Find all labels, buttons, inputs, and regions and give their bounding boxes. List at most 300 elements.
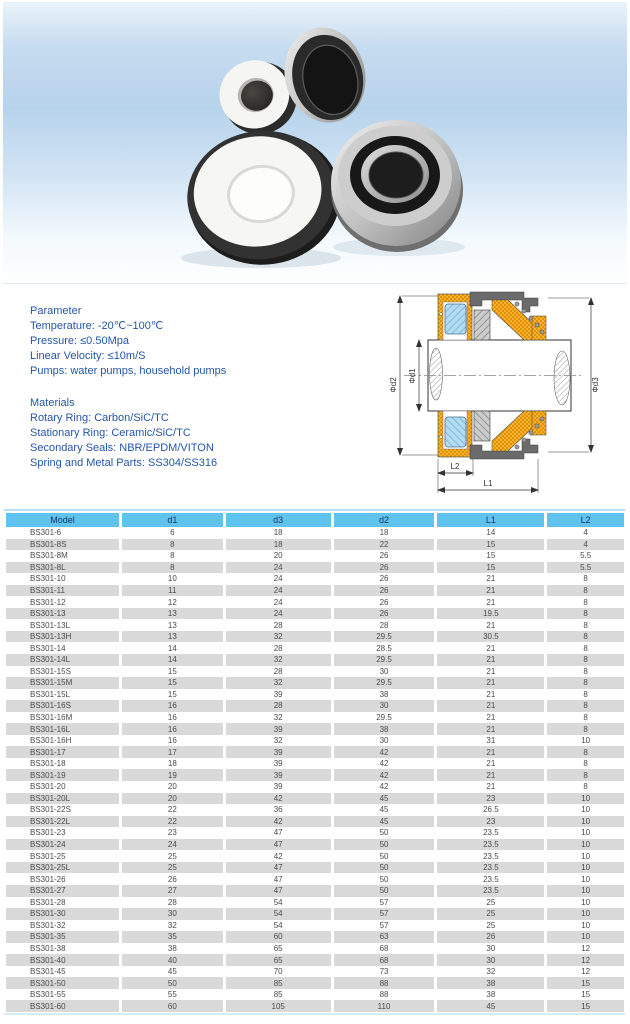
value-cell: 60 bbox=[122, 1000, 223, 1012]
table-row bbox=[6, 527, 624, 539]
value-cell: 25 bbox=[122, 862, 223, 874]
value-cell: 32 bbox=[486, 967, 496, 977]
value-cell: 26 bbox=[379, 574, 389, 584]
value-cell: 24 bbox=[122, 839, 223, 851]
value-cell: 32 bbox=[273, 713, 283, 723]
value-cell: 15 bbox=[547, 977, 624, 989]
table-row bbox=[6, 943, 624, 955]
diagram-drawing bbox=[386, 286, 626, 506]
value-cell: 16 bbox=[122, 700, 223, 712]
model-cell: BS301-25L bbox=[6, 862, 119, 874]
value-cell: 15 bbox=[122, 677, 223, 689]
model-cell: BS301-14 bbox=[30, 643, 66, 653]
model-cell: BS301-8S bbox=[6, 539, 119, 551]
value-cell: 30 bbox=[334, 700, 435, 712]
value-cell: 55 bbox=[167, 990, 177, 1000]
value-cell: 47 bbox=[226, 885, 331, 897]
shaft-hatch-left bbox=[430, 348, 443, 400]
value-cell: 25 bbox=[486, 920, 496, 930]
value-cell: 22 bbox=[122, 816, 223, 828]
value-cell: 20 bbox=[273, 551, 283, 561]
value-cell: 32 bbox=[226, 654, 331, 666]
value-cell: 50 bbox=[334, 862, 435, 874]
value-cell: 27 bbox=[122, 885, 223, 897]
value-cell: 42 bbox=[379, 782, 389, 792]
model-cell: BS301-16S bbox=[6, 700, 119, 712]
table-row bbox=[6, 723, 624, 735]
value-cell: 10 bbox=[581, 736, 591, 746]
value-cell: 60 bbox=[226, 931, 331, 943]
value-cell: 10 bbox=[581, 805, 591, 815]
value-cell: 23.5 bbox=[437, 839, 544, 851]
table-row bbox=[6, 735, 624, 747]
value-cell: 15 bbox=[437, 562, 544, 574]
table-row bbox=[6, 1000, 624, 1012]
value-cell: 4 bbox=[583, 528, 588, 538]
value-cell: 8 bbox=[122, 539, 223, 551]
value-cell: 10 bbox=[547, 839, 624, 851]
value-cell: 32 bbox=[226, 631, 331, 643]
model-cell: BS301-10 bbox=[30, 574, 66, 584]
value-cell: 16 bbox=[122, 723, 223, 735]
dim-label-d1: Φd1 bbox=[408, 368, 417, 384]
value-cell: 21 bbox=[486, 782, 496, 792]
table-row bbox=[6, 608, 624, 620]
value-cell: 50 bbox=[379, 851, 389, 861]
value-cell: 30 bbox=[122, 908, 223, 920]
table-row bbox=[6, 654, 624, 666]
value-cell: 23.5 bbox=[437, 885, 544, 897]
value-cell: 24 bbox=[226, 562, 331, 574]
table-row bbox=[6, 769, 624, 781]
parameter-title: Parameter bbox=[30, 305, 82, 317]
parameter-block bbox=[30, 304, 226, 379]
table-row bbox=[6, 931, 624, 943]
value-cell: 21 bbox=[486, 597, 496, 607]
value-cell: 19 bbox=[122, 769, 223, 781]
value-cell: 21 bbox=[486, 574, 496, 584]
value-cell: 16 bbox=[167, 736, 177, 746]
value-cell: 50 bbox=[334, 839, 435, 851]
header-d2: d2 bbox=[334, 513, 435, 527]
value-cell: 39 bbox=[273, 689, 283, 699]
value-cell: 28 bbox=[167, 897, 177, 907]
value-cell: 24 bbox=[226, 585, 331, 597]
value-cell: 36 bbox=[273, 805, 283, 815]
value-cell: 21 bbox=[486, 759, 496, 769]
value-cell: 18 bbox=[379, 528, 389, 538]
value-cell: 14 bbox=[486, 528, 496, 538]
value-cell: 54 bbox=[226, 908, 331, 920]
value-cell: 12 bbox=[547, 954, 624, 966]
value-cell: 17 bbox=[122, 746, 223, 758]
table-row bbox=[6, 596, 624, 608]
value-cell: 15 bbox=[581, 990, 591, 1000]
value-cell: 26 bbox=[437, 931, 544, 943]
value-cell: 8 bbox=[583, 666, 588, 676]
model-cell: BS301-6 bbox=[30, 528, 62, 538]
header-model: Model bbox=[6, 513, 119, 527]
seal-assembly-top bbox=[438, 292, 546, 340]
model-cell: BS301-11 bbox=[6, 585, 119, 597]
model-cell: BS301-22L bbox=[6, 816, 119, 828]
table-row bbox=[6, 642, 624, 654]
value-cell: 8 bbox=[547, 769, 624, 781]
value-cell: 70 bbox=[273, 967, 283, 977]
value-cell: 38 bbox=[486, 990, 496, 1000]
value-cell: 23.5 bbox=[437, 862, 544, 874]
value-cell: 26 bbox=[379, 597, 389, 607]
model-cell: BS301-16M bbox=[30, 713, 73, 723]
value-cell: 39 bbox=[273, 782, 283, 792]
value-cell: 23.5 bbox=[483, 874, 499, 884]
model-cell: BS301-18 bbox=[30, 759, 66, 769]
model-cell: BS301-30 bbox=[6, 908, 119, 920]
value-cell: 22 bbox=[167, 805, 177, 815]
value-cell: 40 bbox=[122, 954, 223, 966]
parameter-lines bbox=[30, 319, 226, 379]
value-cell: 18 bbox=[226, 539, 331, 551]
header-l2: L2 bbox=[547, 513, 624, 527]
value-cell: 28 bbox=[226, 700, 331, 712]
value-cell: 26.5 bbox=[483, 805, 499, 815]
table-row bbox=[6, 666, 624, 678]
table-row bbox=[6, 827, 624, 839]
value-cell: 25 bbox=[437, 908, 544, 920]
model-cell: BS301-60 bbox=[6, 1000, 119, 1012]
value-cell: 8 bbox=[547, 746, 624, 758]
value-cell: 6 bbox=[170, 528, 175, 538]
value-cell: 28 bbox=[273, 666, 283, 676]
model-cell: BS301-38 bbox=[30, 943, 66, 953]
value-cell: 47 bbox=[273, 874, 283, 884]
value-cell: 38 bbox=[334, 723, 435, 735]
spec-line: Pressure: ≤0.50Mpa bbox=[30, 335, 129, 347]
value-cell: 73 bbox=[379, 967, 389, 977]
value-cell: 8 bbox=[583, 620, 588, 630]
table-header-row bbox=[6, 513, 624, 527]
value-cell: 13 bbox=[122, 608, 223, 620]
value-cell: 110 bbox=[334, 1000, 435, 1012]
table-row bbox=[6, 885, 624, 897]
value-cell: 23.5 bbox=[483, 828, 499, 838]
dim-label-d2: Φd2 bbox=[389, 377, 398, 393]
value-cell: 26 bbox=[334, 585, 435, 597]
model-cell: BS301-16L bbox=[6, 723, 119, 735]
model-cell: BS301-8L bbox=[6, 562, 119, 574]
model-cell: BS301-20L bbox=[6, 793, 119, 805]
value-cell: 26 bbox=[334, 608, 435, 620]
value-cell: 21 bbox=[437, 746, 544, 758]
value-cell: 63 bbox=[334, 931, 435, 943]
value-cell: 30 bbox=[437, 954, 544, 966]
table-row bbox=[6, 989, 624, 1001]
model-cell: BS301-27 bbox=[6, 885, 119, 897]
table-row bbox=[6, 677, 624, 689]
value-cell: 47 bbox=[226, 862, 331, 874]
model-cell: BS301-19 bbox=[6, 769, 119, 781]
value-cell: 20 bbox=[167, 782, 177, 792]
spec-line: Secondary Seals: NBR/EPDM/VITON bbox=[30, 442, 214, 454]
value-cell: 23 bbox=[437, 816, 544, 828]
model-cell: BS301-40 bbox=[6, 954, 119, 966]
value-cell: 28 bbox=[273, 643, 283, 653]
value-cell: 26 bbox=[334, 562, 435, 574]
value-cell: 50 bbox=[122, 977, 223, 989]
value-cell: 38 bbox=[167, 943, 177, 953]
value-cell: 42 bbox=[226, 816, 331, 828]
value-cell: 10 bbox=[581, 920, 591, 930]
value-cell: 21 bbox=[437, 723, 544, 735]
value-cell: 68 bbox=[334, 954, 435, 966]
value-cell: 8 bbox=[583, 689, 588, 699]
model-cell: BS301-15S bbox=[30, 666, 71, 676]
value-cell: 50 bbox=[379, 874, 389, 884]
table-row bbox=[6, 689, 624, 701]
table-row bbox=[6, 746, 624, 758]
value-cell: 25 bbox=[167, 851, 177, 861]
table-row bbox=[6, 920, 624, 932]
table-row bbox=[6, 712, 624, 724]
value-cell: 21 bbox=[437, 769, 544, 781]
value-cell: 39 bbox=[226, 769, 331, 781]
model-cell: BS301-25 bbox=[30, 851, 66, 861]
value-cell: 10 bbox=[547, 931, 624, 943]
table-row bbox=[6, 908, 624, 920]
value-cell: 29.5 bbox=[334, 654, 435, 666]
model-cell: BS301-28 bbox=[30, 897, 66, 907]
spec-line: Spring and Metal Parts: SS304/SS316 bbox=[30, 457, 218, 469]
model-cell: BS301-15M bbox=[6, 677, 119, 689]
value-cell: 10 bbox=[547, 862, 624, 874]
value-cell: 8 bbox=[122, 562, 223, 574]
value-cell: 5.5 bbox=[547, 562, 624, 574]
value-cell: 15 bbox=[167, 689, 177, 699]
model-cell: BS301-13 bbox=[6, 608, 119, 620]
value-cell: 15 bbox=[547, 1000, 624, 1012]
model-cell: BS301-15L bbox=[30, 689, 71, 699]
value-cell: 12 bbox=[581, 943, 591, 953]
value-cell: 54 bbox=[273, 920, 283, 930]
value-cell: 32 bbox=[226, 677, 331, 689]
value-cell: 24 bbox=[273, 574, 283, 584]
value-cell: 30.5 bbox=[437, 631, 544, 643]
model-cell: BS301-22S bbox=[30, 805, 71, 815]
value-cell: 16 bbox=[167, 713, 177, 723]
value-cell: 8 bbox=[583, 643, 588, 653]
value-cell: 19.5 bbox=[437, 608, 544, 620]
table-row bbox=[6, 781, 624, 793]
value-cell: 24 bbox=[226, 608, 331, 620]
spec-line: Pumps: water pumps, household pumps bbox=[30, 365, 227, 377]
value-cell: 30 bbox=[486, 943, 496, 953]
value-cell: 65 bbox=[273, 943, 283, 953]
value-cell: 45 bbox=[437, 1000, 544, 1012]
value-cell: 28 bbox=[273, 620, 283, 630]
table-row bbox=[6, 897, 624, 909]
value-cell: 10 bbox=[581, 828, 591, 838]
seal-assembly-bottom bbox=[438, 411, 546, 459]
value-cell: 57 bbox=[334, 908, 435, 920]
value-cell: 14 bbox=[167, 643, 177, 653]
value-cell: 8 bbox=[547, 677, 624, 689]
model-cell: BS301-26 bbox=[30, 874, 66, 884]
spec-line: Rotary Ring: Carbon/SiC/TC bbox=[30, 412, 169, 424]
value-cell: 8 bbox=[547, 608, 624, 620]
value-cell: 50 bbox=[334, 885, 435, 897]
value-cell: 26 bbox=[379, 551, 389, 561]
model-cell: BS301-23 bbox=[30, 828, 66, 838]
value-cell: 88 bbox=[334, 977, 435, 989]
value-cell: 39 bbox=[226, 723, 331, 735]
model-cell: BS301-14L bbox=[6, 654, 119, 666]
dim-label-d3: Φd3 bbox=[591, 377, 600, 393]
materials-block bbox=[30, 396, 217, 471]
header-d1: d1 bbox=[122, 513, 223, 527]
value-cell: 21 bbox=[486, 666, 496, 676]
value-cell: 21 bbox=[437, 700, 544, 712]
value-cell: 21 bbox=[437, 677, 544, 689]
value-cell: 38 bbox=[437, 977, 544, 989]
metal-cased-seal bbox=[331, 120, 463, 252]
value-cell: 42 bbox=[334, 769, 435, 781]
table-row bbox=[6, 619, 624, 631]
value-cell: 47 bbox=[226, 839, 331, 851]
model-cell: BS301-50 bbox=[6, 977, 119, 989]
value-cell: 54 bbox=[273, 897, 283, 907]
value-cell: 8 bbox=[583, 713, 588, 723]
value-cell: 45 bbox=[334, 816, 435, 828]
mechanical-seals-photo bbox=[3, 2, 627, 283]
seal-cross-section-diagram bbox=[386, 286, 626, 506]
value-cell: 42 bbox=[334, 746, 435, 758]
value-cell: 11 bbox=[122, 585, 223, 597]
table-row bbox=[6, 550, 624, 562]
model-cell: BS301-13H bbox=[6, 631, 119, 643]
table-row bbox=[6, 585, 624, 597]
value-cell: 29.5 bbox=[334, 677, 435, 689]
value-cell: 57 bbox=[379, 920, 389, 930]
value-cell: 47 bbox=[273, 828, 283, 838]
value-cell: 32 bbox=[273, 736, 283, 746]
value-cell: 10 bbox=[581, 897, 591, 907]
value-cell: 39 bbox=[226, 746, 331, 758]
value-cell: 23 bbox=[437, 793, 544, 805]
value-cell: 10 bbox=[547, 816, 624, 828]
value-cell: 50 bbox=[379, 828, 389, 838]
value-cell: 20 bbox=[122, 793, 223, 805]
table-row bbox=[6, 804, 624, 816]
value-cell: 15 bbox=[486, 551, 496, 561]
value-cell: 12 bbox=[167, 597, 177, 607]
table-row bbox=[6, 573, 624, 585]
value-cell: 8 bbox=[547, 631, 624, 643]
table-row bbox=[6, 873, 624, 885]
value-cell: 10 bbox=[581, 851, 591, 861]
value-cell: 21 bbox=[437, 654, 544, 666]
value-cell: 15 bbox=[167, 666, 177, 676]
table-row bbox=[6, 966, 624, 978]
table-row bbox=[6, 850, 624, 862]
value-cell: 21 bbox=[486, 643, 496, 653]
value-cell: 68 bbox=[379, 943, 389, 953]
value-cell: 85 bbox=[226, 977, 331, 989]
model-cell: BS301-16H bbox=[30, 736, 72, 746]
value-cell: 10 bbox=[167, 574, 177, 584]
table-row bbox=[6, 562, 624, 574]
table-row bbox=[6, 700, 624, 712]
value-cell: 32 bbox=[167, 920, 177, 930]
dim-label-l1: L1 bbox=[483, 479, 493, 488]
shaft-hatch-right bbox=[554, 351, 570, 405]
value-cell: 38 bbox=[379, 689, 389, 699]
value-cell: 4 bbox=[547, 539, 624, 551]
table-row bbox=[6, 793, 624, 805]
spec-line: Temperature: -20℃~100℃ bbox=[30, 320, 164, 332]
value-cell: 8 bbox=[583, 597, 588, 607]
value-cell: 29.5 bbox=[334, 631, 435, 643]
value-cell: 24 bbox=[273, 597, 283, 607]
value-cell: 35 bbox=[122, 931, 223, 943]
table-top-divider bbox=[4, 509, 625, 511]
value-cell: 8 bbox=[170, 551, 175, 561]
dimension-table bbox=[3, 513, 627, 1012]
value-cell: 31 bbox=[486, 736, 496, 746]
value-cell: 29.5 bbox=[376, 713, 392, 723]
table-row bbox=[6, 631, 624, 643]
table-row bbox=[6, 758, 624, 770]
model-cell: BS301-12 bbox=[30, 597, 66, 607]
value-cell: 18 bbox=[273, 528, 283, 538]
spec-line: Stationary Ring: Ceramic/SiC/TC bbox=[30, 427, 191, 439]
model-cell: BS301-35 bbox=[6, 931, 119, 943]
value-cell: 42 bbox=[226, 793, 331, 805]
value-cell: 30 bbox=[379, 666, 389, 676]
table-row bbox=[6, 977, 624, 989]
model-cell: BS301-24 bbox=[6, 839, 119, 851]
model-cell: BS301-13L bbox=[30, 620, 71, 630]
value-cell: 8 bbox=[547, 654, 624, 666]
value-cell: 57 bbox=[379, 897, 389, 907]
value-cell: 15 bbox=[437, 539, 544, 551]
table-row bbox=[6, 954, 624, 966]
value-cell: 21 bbox=[486, 689, 496, 699]
value-cell: 21 bbox=[437, 585, 544, 597]
value-cell: 10 bbox=[547, 793, 624, 805]
value-cell: 45 bbox=[334, 793, 435, 805]
value-cell: 12 bbox=[581, 967, 591, 977]
value-cell: 30 bbox=[379, 736, 389, 746]
value-cell: 42 bbox=[379, 759, 389, 769]
value-cell: 65 bbox=[226, 954, 331, 966]
value-cell: 21 bbox=[486, 620, 496, 630]
value-cell: 42 bbox=[273, 851, 283, 861]
value-cell: 85 bbox=[273, 990, 283, 1000]
value-cell: 8 bbox=[547, 723, 624, 735]
model-cell: BS301-17 bbox=[6, 746, 119, 758]
dim-label-l2: L2 bbox=[450, 462, 460, 471]
value-cell: 13 bbox=[122, 631, 223, 643]
value-cell: 8 bbox=[583, 574, 588, 584]
value-cell: 26 bbox=[167, 874, 177, 884]
value-cell: 13 bbox=[167, 620, 177, 630]
table-row bbox=[6, 839, 624, 851]
product-photo bbox=[3, 2, 627, 284]
value-cell: 23 bbox=[167, 828, 177, 838]
value-cell: 8 bbox=[547, 585, 624, 597]
value-cell: 28 bbox=[379, 620, 389, 630]
value-cell: 45 bbox=[167, 967, 177, 977]
